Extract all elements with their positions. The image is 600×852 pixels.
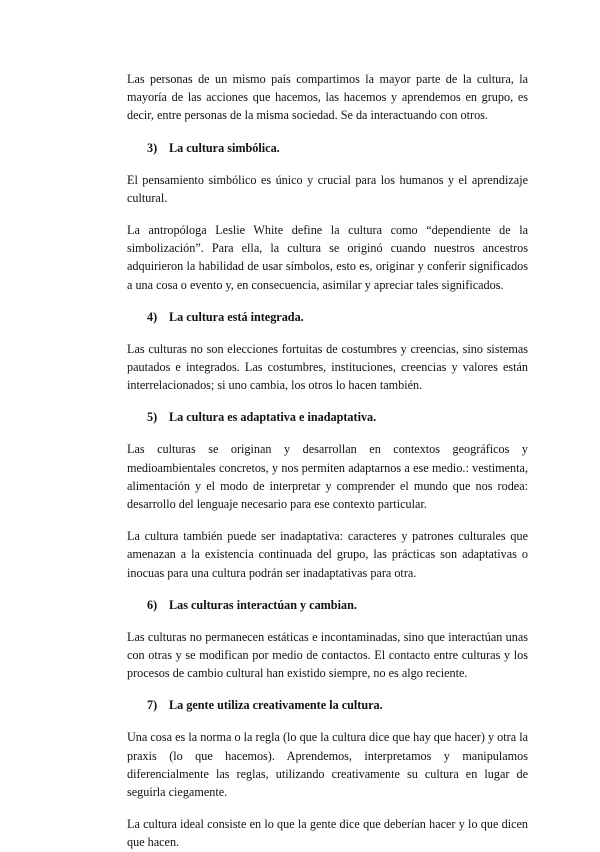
heading-text: La cultura simbólica. <box>169 140 280 155</box>
paragraph-maladaptive: La cultura también puede ser inadaptativa: caracteres y patrones culturales que amenazan a la existencia continuada del grupo, las prácticas son adaptativas o inocuas para una cultura podrán ser inadaptativas para otra. <box>127 529 528 580</box>
paragraph-symbolic-thought: El pensamiento simbólico es único y crucial para los humanos y el aprendizaje cultural. <box>127 172 528 205</box>
paragraph-leslie-white: La antropóloga Leslie White define la cultura como “dependiente de la simbolización”. Para ella, la cultura se originó cuando nuestros ancestros adquirieron la habilidad de usar símbolos, esto es, originar y conferir significados a una cosa o evento y, en consecuencia, asimilar y apreciar tales significados. <box>127 223 528 292</box>
heading-creative-use <box>147 696 528 714</box>
heading-text: La gente utiliza creativamente la cultura. <box>169 698 383 713</box>
paragraph-adaptive: Las culturas se originan y desarrollan en contextos geográficos y medioambientales concretos, y nos permiten adaptarnos a ese medio.: vestimenta, alimentación y el modo de interpretar y comprender el mundo que nos rodea: desarrollo del lenguaje necesario para ese contexto particular. <box>127 442 528 512</box>
heading-adaptive-culture <box>147 408 528 426</box>
paragraph-ideal-culture: La cultura ideal consiste en lo que la gente dice que deberían hacer y lo que dicen que hacen. <box>127 817 528 850</box>
heading-integrated-culture <box>147 308 528 326</box>
paragraph-shared-culture: Las personas de un mismo país compartimos la mayor parte de la cultura, la mayoría de las acciones que hacemos, las hacemos y aprendemos en grupo, es decir, entre personas de la misma sociedad. Se da interactuando con otros. <box>127 72 528 123</box>
heading-number: 4) <box>147 309 158 324</box>
paragraph-integrated-systems: Las culturas no son elecciones fortuitas de costumbres y creencias, sino sistemas pautados e integrados. Las costumbres, instituciones, creencias y valores están interrelacionados; si uno cambia, los otros lo hacen también. <box>127 341 528 393</box>
heading-number: 3) <box>147 140 158 155</box>
paragraph-norm-praxis: Una cosa es la norma o la regla (lo que la cultura dice que hay que hacer) y otra la praxis (lo que hacemos). Aprendemos, interpretamos y manipulamos diferencialmente las reglas, utilizando creativamente su cultura en lugar de seguirla ciegamente. <box>127 730 528 800</box>
heading-text: La cultura está integrada. <box>169 309 304 324</box>
heading-number: 5) <box>147 410 158 425</box>
heading-text: La cultura es adaptativa e inadaptativa. <box>169 410 377 425</box>
heading-text: Las culturas interactúan y cambian. <box>169 597 357 612</box>
heading-symbolic-culture <box>147 139 528 157</box>
paragraph-cultural-contact: Las culturas no permanecen estáticas e incontaminadas, sino que interactúan unas con otras y se modifican por medio de contactos. El contacto entre culturas y los procesos de cambio cultural han existido siempre, no es algo reciente. <box>127 629 528 681</box>
heading-number: 6) <box>147 597 158 612</box>
heading-interacting-cultures <box>147 596 528 614</box>
heading-number: 7) <box>147 698 158 713</box>
